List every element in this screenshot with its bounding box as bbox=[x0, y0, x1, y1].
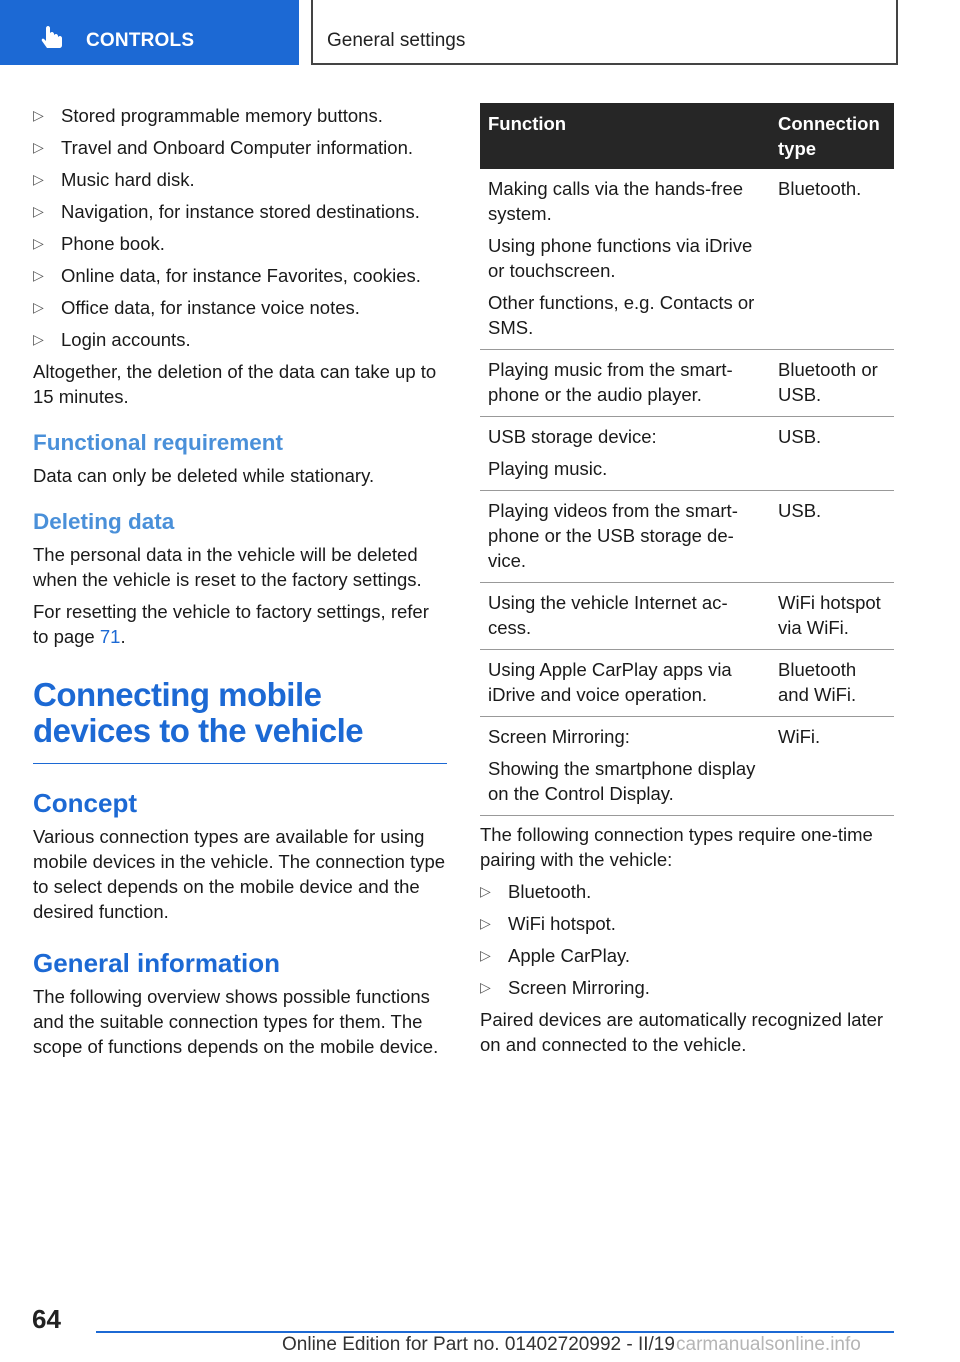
connection-type-cell: WiFi. bbox=[770, 717, 894, 816]
table-row bbox=[480, 717, 894, 816]
connection-type-cell: Bluetooth. bbox=[770, 169, 894, 350]
triangle-bullet-icon: ▷ bbox=[33, 139, 44, 155]
column-header-connection-type: Connection type bbox=[770, 103, 894, 169]
triangle-bullet-icon: ▷ bbox=[33, 267, 44, 283]
triangle-bullet-icon: ▷ bbox=[33, 235, 44, 251]
connection-type-cell: Bluetooth or USB. bbox=[770, 350, 894, 417]
table-row bbox=[480, 491, 894, 583]
pairing-bullet-list bbox=[480, 879, 894, 1000]
list-item: ▷ Screen Mirroring. bbox=[480, 977, 650, 998]
list-item: ▷ Apple CarPlay. bbox=[480, 945, 631, 966]
table-row bbox=[480, 350, 894, 417]
triangle-bullet-icon: ▷ bbox=[480, 915, 491, 931]
triangle-bullet-icon: ▷ bbox=[33, 299, 44, 315]
connection-types-table bbox=[480, 103, 894, 816]
triangle-bullet-icon: ▷ bbox=[33, 331, 44, 347]
factory-reset-reference: For resetting the vehicle to factory settings, refer to page 71. bbox=[33, 601, 429, 647]
triangle-bullet-icon: ▷ bbox=[33, 171, 44, 187]
connection-type-cell: Bluetooth and WiFi. bbox=[770, 650, 894, 717]
list-item: ▷ Phone book. bbox=[33, 233, 165, 254]
hand-pointer-icon bbox=[40, 26, 66, 52]
pairing-intro: The following connection types require one-time pairing with the vehicle: bbox=[480, 824, 873, 870]
concept-heading: Concept bbox=[33, 788, 137, 818]
page-link[interactable]: 71 bbox=[99, 626, 121, 647]
list-item: ▷ WiFi hotspot. bbox=[480, 913, 616, 934]
concept-text: Various connection types are available for using mobile devices in the vehicle. The connection type to select depends on the mobile device and the desired function. bbox=[33, 826, 446, 922]
triangle-bullet-icon: ▷ bbox=[33, 107, 44, 123]
function-cell: Screen Mirroring: Showing the smartphone display on the Control Display. bbox=[480, 717, 770, 816]
function-cell: Using Apple CarPlay apps via iDrive and voice operation. bbox=[480, 650, 770, 717]
list-item: ▷ Travel and Onboard Computer information. bbox=[33, 137, 414, 158]
function-cell: Using the vehicle Internet access. bbox=[480, 583, 770, 650]
triangle-bullet-icon: ▷ bbox=[480, 947, 491, 963]
table-header-row bbox=[480, 103, 894, 169]
connection-type-cell: USB. bbox=[770, 417, 894, 491]
function-cell: Making calls via the hands-free system. Using phone functions via iDrive or touchscreen. Other functions, e.g. Contacts or SMS. bbox=[480, 169, 770, 350]
connection-type-cell: USB. bbox=[770, 491, 894, 583]
page-number: 64 bbox=[32, 1304, 61, 1334]
triangle-bullet-icon: ▷ bbox=[33, 203, 44, 219]
table-row bbox=[480, 583, 894, 650]
left-column bbox=[33, 103, 447, 1066]
table-row bbox=[480, 169, 894, 350]
general-information-heading: General information bbox=[33, 948, 281, 978]
function-cell: Playing music from the smartphone or the audio player. bbox=[480, 350, 770, 417]
deleting-data-text: The personal data in the vehicle will be deleted when the vehicle is reset to the factory settings. bbox=[33, 544, 422, 590]
deleting-data-heading: Deleting data bbox=[33, 509, 175, 534]
connection-type-cell: WiFi hotspot via WiFi. bbox=[770, 583, 894, 650]
edition-text: Online Edition for Part no. 01402720992 - II/19 bbox=[282, 1334, 675, 1355]
list-item: ▷ Office data, for instance voice notes. bbox=[33, 297, 360, 318]
section-label: CONTROLS bbox=[86, 30, 195, 51]
triangle-bullet-icon: ▷ bbox=[480, 979, 491, 995]
list-item: ▷ Stored programmable memory buttons. bbox=[33, 105, 383, 126]
triangle-bullet-icon: ▷ bbox=[480, 883, 491, 899]
list-item: ▷ Online data, for instance Favorites, cookies. bbox=[33, 265, 421, 286]
functional-requirement-text: Data can only be deleted while stationary. bbox=[33, 465, 375, 486]
list-item: ▷ Music hard disk. bbox=[33, 169, 195, 190]
page-title: General settings bbox=[327, 30, 466, 51]
pairing-outro: Paired devices are automatically recognized later on and connected to the vehicle. bbox=[480, 1009, 884, 1055]
right-column-text bbox=[480, 822, 894, 1064]
deletion-time-text: Altogether, the deletion of the data can take up to 15 minutes. bbox=[33, 361, 437, 407]
watermark: carmanualsonline.info bbox=[676, 1334, 861, 1355]
functional-requirement-heading: Functional requirement bbox=[33, 430, 284, 455]
page-header bbox=[311, 0, 898, 65]
footer-divider bbox=[96, 1331, 894, 1333]
main-heading: Connecting mobile devices to the vehicle bbox=[33, 677, 447, 764]
general-information-text: The following overview shows possible functions and the suitable connection types for them. The scope of functions depends on the mobile device. bbox=[33, 986, 439, 1057]
section-tab[interactable] bbox=[0, 0, 299, 65]
function-cell: Playing videos from the smartphone or the USB storage device. bbox=[480, 491, 770, 583]
table-row bbox=[480, 417, 894, 491]
table-row bbox=[480, 650, 894, 717]
list-item: ▷ Navigation, for instance stored destinations. bbox=[33, 201, 420, 222]
function-cell: USB storage device: Playing music. bbox=[480, 417, 770, 491]
list-item: ▷ Login accounts. bbox=[33, 329, 191, 350]
column-header-function: Function bbox=[480, 103, 770, 169]
list-item: ▷ Bluetooth. bbox=[480, 881, 592, 902]
data-bullet-list bbox=[33, 103, 447, 352]
